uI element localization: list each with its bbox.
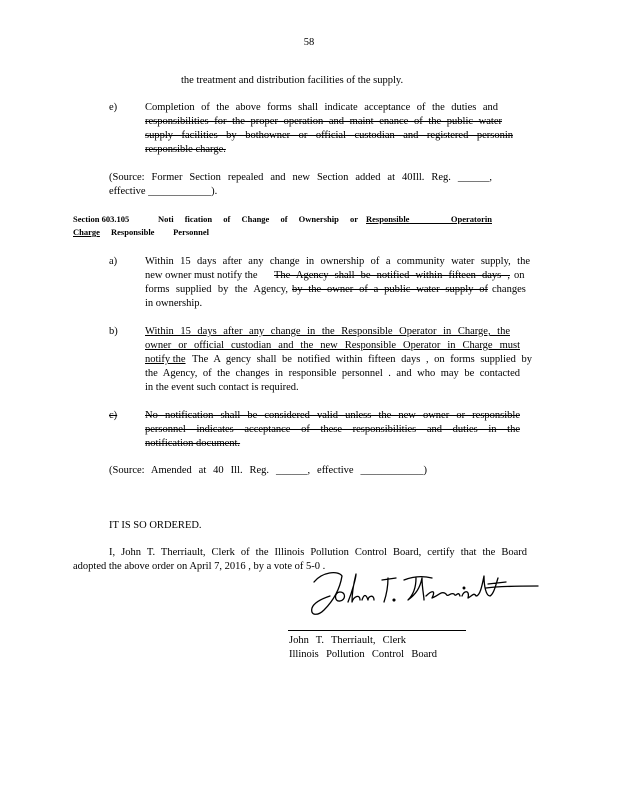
item-e-line-3: supply facilities by bothowner or official custodian and registered personin (145, 130, 513, 141)
item-c-line-3: notification document. (145, 438, 241, 449)
item-a-line-2a: new owner must notify the (145, 270, 258, 281)
item-e-line-2: responsibilities for the proper operation and maint enance of the public water (145, 116, 502, 127)
item-b-label: b) (109, 326, 118, 337)
certification-line-2: adopted the above order on April 7, 2016 , by a vote of 5-0 . (73, 561, 326, 572)
source-note-1-line-2: effective ____________). (109, 186, 218, 197)
page-number: 58 (303, 37, 315, 48)
item-a-line-4: in ownership. (145, 298, 203, 309)
item-e-line-4: responsible charge. (145, 144, 226, 155)
certification-line-1: I, John T. Therriault, Clerk of the Illinois Pollution Control Board, certify that the Board (109, 547, 527, 558)
item-a-line-1: Within 15 days after any change in ownership of a community water supply, the (145, 256, 530, 267)
handwritten-signature (300, 566, 550, 622)
signer-name-title: John T. Therriault, Clerk (289, 635, 406, 646)
signature-line (288, 630, 466, 631)
item-b-line-3b: The A gency shall be notified within fifteen days , on forms supplied by (192, 354, 532, 365)
signer-organization: Illinois Pollution Control Board (289, 649, 437, 660)
item-b-line-1: Within 15 days after any change in the Responsible Operator in Charge, the (145, 326, 510, 337)
item-c-line-1: No notification shall be considered valid unless the new owner or responsible (145, 410, 520, 421)
item-a-line-2c: on (514, 270, 525, 281)
item-a-label: a) (109, 256, 118, 267)
source-note-2: (Source: Amended at 40 Ill. Reg. ______, effective ____________) (109, 465, 427, 476)
item-e-label: e) (109, 102, 118, 113)
item-c-line-2: personnel indicates acceptance of these responsibilities and duties in the (145, 424, 520, 435)
item-e-line-1: Completion of the above forms shall indicate acceptance of the duties and (145, 102, 498, 113)
item-a-line-3c: changes (492, 284, 526, 295)
order-statement: IT IS SO ORDERED. (109, 520, 202, 531)
continuation-text: the treatment and distribution facilities of the supply. (181, 75, 404, 86)
section-title-part-d: Responsible Personnel (111, 227, 209, 237)
source-note-1-line-1: (Source: Former Section repealed and new Section added at 40Ill. Reg. ______, (109, 172, 492, 183)
section-title-part-a: Noti fication of Change of Ownership or (158, 214, 358, 224)
section-title-part-c: Charge (73, 227, 100, 237)
item-c-label: c) (109, 410, 118, 421)
item-a-line-3a: forms supplied by the Agency, (145, 284, 288, 295)
item-b-line-3a: notify the (145, 354, 186, 365)
item-a-line-3b: by the owner of a public water supply of (292, 284, 488, 295)
item-b-line-2: owner or official custodian and the new Responsible Operator in Charge must (145, 340, 520, 351)
item-a-line-2b: The Agency shall be notified within fifteen days , (274, 270, 510, 281)
section-title-part-b: Responsible Operatorin (366, 214, 492, 224)
item-b-line-4: the Agency, of the changes in responsible personnel . and who may be contacted (145, 368, 520, 379)
item-b-line-5: in the event such contact is required. (145, 382, 299, 393)
section-number: Section 603.105 (73, 214, 130, 224)
